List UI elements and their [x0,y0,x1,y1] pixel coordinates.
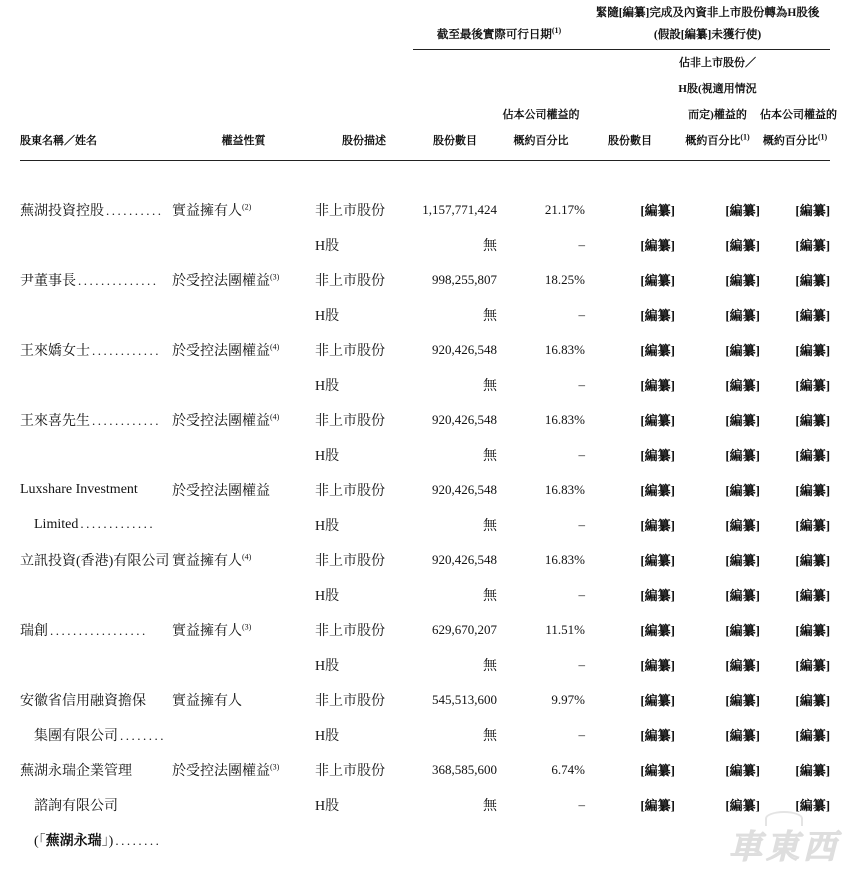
name-text: Luxshare Investment [20,481,138,497]
col-group-post-label [585,2,830,50]
cell-pct-class-post: [編纂] [725,273,761,288]
shareholding-table [20,0,838,857]
cell-share-desc: 非上市股份 [315,623,385,639]
cell-pct-class-post: [編纂] [725,693,761,708]
cell-nature [172,577,315,612]
cell-pct-company-post: [編纂] [795,518,831,533]
table-row [20,262,830,297]
nature-text: 實益擁有人 [172,623,242,639]
name-text: 」) [101,833,114,849]
footnote-sup: (2) [242,201,252,211]
col-share-desc-cell [315,50,413,161]
spacer-row [20,161,830,192]
footnote-sup: (1) [817,132,828,142]
cell-nature [172,402,315,437]
cell-pct-company-post: [編纂] [795,483,831,498]
col-pct-company-current-line2: 概約百分比 [513,135,569,147]
table-row [20,612,830,647]
col-shareholder-text: 股東名稱／姓名 [20,135,97,147]
cell-share-desc: H股 [315,658,340,674]
dot-leader: ........ [120,727,166,743]
name-text: 尹董事長 [20,273,76,289]
group-header-empty [20,0,413,50]
cell-nature [172,262,315,297]
cell-share-desc: 非上市股份 [315,203,385,219]
name-text: Limited [34,517,79,532]
nature-text: 於受控法團權益 [172,273,270,289]
dot-leader: ............ [92,342,161,358]
cell-pct-current: 6.74% [551,761,586,777]
cell-shareholder-name [20,472,172,507]
cell-pct-current: 21.17% [544,201,586,217]
cell-shareholder-name [20,262,172,297]
col-num-shares-post-label [585,128,675,161]
cell-pct-class-post: [編纂] [725,413,761,428]
nature-text: 實益擁有人 [172,693,242,709]
cell-num-shares-current: 無 [483,238,497,254]
cell-pct-company-post: [編纂] [795,378,831,393]
cell-pct-class-post: [編纂] [725,483,761,498]
cell-shareholder-name [20,612,172,647]
footnote-sup: (3) [270,271,280,281]
dot-leader: .......... [106,202,164,218]
cell-shareholder-name [20,297,172,332]
cell-nature [172,717,315,752]
cell-nature [172,787,315,822]
cell-num-shares-post: [編纂] [640,658,676,673]
cell-share-desc: H股 [315,308,340,324]
col-pct-class-post-line1: 佔非上市股份／ [679,57,757,69]
table-row [20,472,830,507]
col-pct-company-current-cell [497,50,585,161]
cell-share-desc: H股 [315,518,340,534]
cell-num-shares-post: [編纂] [640,588,676,603]
cell-shareholder-name [20,822,172,857]
cell-pct-class-post: [編纂] [725,658,761,673]
table-header [20,0,838,161]
nature-text: 實益擁有人 [172,203,242,219]
cell-share-desc: 非上市股份 [315,553,385,569]
cell-num-shares-post: [編纂] [640,343,676,358]
cell-nature [172,472,315,507]
dot-leader: ............ [92,412,161,428]
cell-pct-company-post: [編纂] [795,798,831,813]
cell-nature [172,507,315,542]
cell-shareholder-name [20,647,172,682]
cell-shareholder-name [20,752,172,787]
cell-shareholder-name [20,577,172,612]
cell-share-desc [315,822,413,857]
table-row [20,437,830,472]
col-share-desc-label [315,128,413,161]
cell-nature [172,332,315,367]
cell-pct-current: 18.25% [544,271,586,287]
table-row [20,297,830,332]
cell-shareholder-name [20,227,172,262]
col-pct-class-post-label [675,50,760,161]
col-pct-class-post-line4-text: 概約百分比 [685,135,741,147]
cell-pct-company-post: [編纂] [795,238,831,253]
footnote-sup: (3) [270,761,280,771]
cell-num-shares-post: [編纂] [640,378,676,393]
name-text: 立訊投資(香港)有限公司 [20,553,170,569]
cell-pct-current: 16.83% [544,341,586,357]
cell-pct-class-post: [編纂] [725,203,761,218]
cell-pct-company-post: [編纂] [795,553,831,568]
col-nature-cell [172,50,315,161]
footnote-sup: (1) [740,132,750,142]
col-group-current-label [413,24,585,50]
group-current-cell [413,0,585,50]
cell-share-desc: H股 [315,448,340,464]
cell-num-shares-current: 545,513,600 [432,691,497,707]
cell-pct-class-post: [編纂] [725,763,761,778]
cell-num-shares-post: [編纂] [640,798,676,813]
cell-num-shares-post: [編纂] [640,693,676,708]
name-text: 王來喜先生 [20,413,90,429]
cell-num-shares-post [585,822,675,857]
nature-text: 於受控法團權益 [172,763,270,779]
col-pct-class-post-line4 [675,128,760,154]
cell-nature [172,542,315,577]
cell-num-shares-current: 920,426,548 [432,341,497,357]
cell-pct-current: – [578,446,586,462]
cell-shareholder-name [20,507,172,542]
table-row [20,647,830,682]
dot-leader: ........ [115,832,162,848]
table-row [20,507,830,542]
cell-num-shares-current: 1,157,771,424 [422,201,497,217]
cell-pct-company-post: [編纂] [795,623,831,638]
col-shareholder-cell [20,50,172,161]
cell-pct-class-post: [編纂] [725,238,761,253]
cell-pct-company-post: [編纂] [795,343,831,358]
nature-text: 於受控法團權益 [172,343,270,359]
cell-nature [172,227,315,262]
cell-nature [172,297,315,332]
group-header-row [20,0,830,50]
col-pct-company-post-line2 [760,128,830,154]
table-row [20,822,830,857]
watermark-text: 車東西 [729,828,840,865]
cell-nature [172,192,315,227]
cell-num-shares-post: [編纂] [640,623,676,638]
col-pct-company-post-cell [760,50,838,161]
cell-pct-current [497,822,585,857]
cell-shareholder-name [20,787,172,822]
cell-pct-current: – [578,726,586,742]
cell-pct-class-post: [編纂] [725,798,761,813]
col-num-shares-current-cell [413,50,497,161]
col-pct-class-post-line3: 而定)權益的 [688,109,747,121]
cell-num-shares-post: [編纂] [640,763,676,778]
name-text: 集團有限公司 [34,728,118,744]
cell-pct-current: 16.83% [544,551,586,567]
cell-num-shares-current [413,822,497,857]
cell-pct-current: 11.51% [545,621,586,637]
footnote-sup: (4) [242,551,252,561]
cell-share-desc: 非上市股份 [315,763,385,779]
table-row [20,542,830,577]
name-text: 瑞創 [20,623,48,639]
cell-pct-class-post: [編纂] [725,623,761,638]
cell-shareholder-name [20,682,172,717]
group-post-line2: (假設[編纂]未獲行使) [653,29,762,41]
cell-num-shares-current: 629,670,207 [432,621,497,637]
cell-pct-current: – [578,306,586,322]
cell-num-shares-current: 920,426,548 [432,411,497,427]
dot-leader: ............. [80,516,156,531]
cell-shareholder-name [20,717,172,752]
table-row [20,402,830,437]
cell-nature [172,682,315,717]
cell-pct-class-post: [編纂] [725,343,761,358]
col-nature-label [172,128,315,161]
cell-share-desc: 非上市股份 [315,273,385,289]
cell-share-desc: H股 [315,798,340,814]
cell-shareholder-name [20,402,172,437]
cell-share-desc: 非上市股份 [315,693,385,709]
cell-num-shares-current: 無 [483,728,497,744]
dot-leader: ................. [50,622,148,638]
col-pct-company-post-line1: 佔本公司權益的 [760,109,838,121]
cell-num-shares-post: [編纂] [640,238,676,253]
cell-num-shares-post: [編纂] [640,203,676,218]
cell-pct-company-post: [編纂] [795,588,831,603]
cell-num-shares-current: 無 [483,588,497,604]
footnote-sup: (3) [242,621,252,631]
nature-text: 於受控法團權益 [172,413,270,429]
cell-pct-current: – [578,516,586,532]
table-row [20,752,830,787]
cell-pct-company-post: [編纂] [795,308,831,323]
cell-nature [172,752,315,787]
name-text: 安徽省信用融資擔保 [20,693,146,709]
cell-num-shares-post: [編纂] [640,483,676,498]
table-row [20,787,830,822]
column-header-row [20,50,830,161]
cell-share-desc: 非上市股份 [315,413,385,429]
table-body [20,161,830,857]
cell-num-shares-current: 998,255,807 [432,271,497,287]
cell-num-shares-current: 無 [483,518,497,534]
cell-pct-class-post: [編纂] [725,588,761,603]
cell-share-desc: H股 [315,238,340,254]
cell-num-shares-post: [編纂] [640,413,676,428]
cell-num-shares-current: 920,426,548 [432,481,497,497]
cell-nature [172,612,315,647]
col-num-shares-current-text: 股份數目 [433,135,477,147]
cell-num-shares-post: [編纂] [640,448,676,463]
name-text: 諮詢有限公司 [34,798,118,814]
watermark [729,821,840,868]
cell-shareholder-name [20,437,172,472]
cell-pct-current: 16.83% [544,411,586,427]
cell-num-shares-post: [編纂] [640,553,676,568]
table-row [20,227,830,262]
footnote-sup: (1) [551,26,562,36]
cell-nature [172,437,315,472]
col-shareholder-label [20,128,172,161]
cell-pct-current: – [578,586,586,602]
cell-shareholder-name [20,542,172,577]
col-pct-class-post-cell [675,50,760,161]
cell-share-desc: H股 [315,588,340,604]
cell-shareholder-name [20,332,172,367]
cell-share-desc: H股 [315,378,340,394]
cell-pct-class-post: [編纂] [725,553,761,568]
table-row [20,577,830,612]
watermark-arc-icon [765,811,803,826]
col-nature-text: 權益性質 [221,135,266,147]
col-pct-company-current-line1: 佔本公司權益的 [502,109,580,121]
cell-nature [172,367,315,402]
cell-nature [172,822,315,857]
col-num-shares-post-text: 股份數目 [608,135,653,147]
nature-text: 實益擁有人 [172,553,242,569]
cell-pct-current: 9.97% [551,691,586,707]
col-pct-company-current-label [497,102,585,161]
group-post-cell [585,0,830,50]
cell-num-shares-current: 無 [483,798,497,814]
cell-num-shares-current: 368,585,600 [432,761,497,777]
col-num-shares-post-cell [585,50,675,161]
cell-num-shares-post: [編纂] [640,728,676,743]
cell-share-desc: 非上市股份 [315,343,385,359]
cell-pct-company-post: [編纂] [795,728,831,743]
col-share-desc-text: 股份描述 [342,135,386,147]
cell-pct-current: – [578,796,586,812]
col-pct-class-post-line2: H股(視適用情況 [678,83,757,95]
col-num-shares-current-label [413,128,497,161]
cell-pct-class-post: [編纂] [725,378,761,393]
group-current-text: 截至最後實際可行日期 [436,29,552,41]
cell-num-shares-current: 無 [483,658,497,674]
cell-shareholder-name [20,192,172,227]
table-row [20,717,830,752]
table-row [20,192,830,227]
cell-pct-company-post: [編纂] [795,448,831,463]
cell-num-shares-post: [編纂] [640,518,676,533]
table-row [20,367,830,402]
cell-pct-class-post: [編纂] [725,448,761,463]
cell-pct-class-post: [編纂] [725,728,761,743]
cell-pct-company-post: [編纂] [795,693,831,708]
name-text: (「 [34,833,46,849]
cell-num-shares-current: 無 [483,448,497,464]
cell-pct-class-post: [編纂] [725,308,761,323]
cell-pct-company-post: [編纂] [795,658,831,673]
col-pct-company-post-line2-text: 概約百分比 [762,135,818,147]
cell-pct-current: – [578,376,586,392]
cell-pct-current: – [578,236,586,252]
cell-num-shares-current: 920,426,548 [432,551,497,567]
cell-pct-company-post: [編纂] [795,763,831,778]
cell-shareholder-name [20,367,172,402]
name-text: 王來嬌女士 [20,343,90,359]
table-row [20,682,830,717]
cell-num-shares-current: 無 [483,378,497,394]
footnote-sup: (4) [270,341,280,351]
cell-share-desc: H股 [315,728,340,744]
cell-pct-company-post: [編纂] [795,273,831,288]
dot-leader: .............. [78,272,159,288]
cell-pct-class-post: [編纂] [725,518,761,533]
cell-nature [172,647,315,682]
cell-num-shares-current: 無 [483,308,497,324]
cell-share-desc: 非上市股份 [315,483,385,499]
nature-text: 於受控法團權益 [172,483,270,499]
name-text: 蕪湖投資控股 [20,203,104,219]
cell-num-shares-post: [編纂] [640,308,676,323]
spacer-cell [20,161,830,192]
name-text: 蕪湖永瑞企業管理 [20,763,132,779]
col-pct-company-post-label [760,102,838,161]
group-post-line1: 緊隨[編纂]完成及內資非上市股份轉為H股後 [595,7,820,19]
cell-pct-current: – [578,656,586,672]
name-text-bold: 蕪湖永瑞 [45,833,102,849]
cell-pct-company-post: [編纂] [795,203,831,218]
cell-pct-company-post: [編纂] [795,413,831,428]
table-row [20,332,830,367]
footnote-sup: (4) [270,411,280,421]
cell-num-shares-post: [編纂] [640,273,676,288]
cell-pct-current: 16.83% [544,481,586,497]
